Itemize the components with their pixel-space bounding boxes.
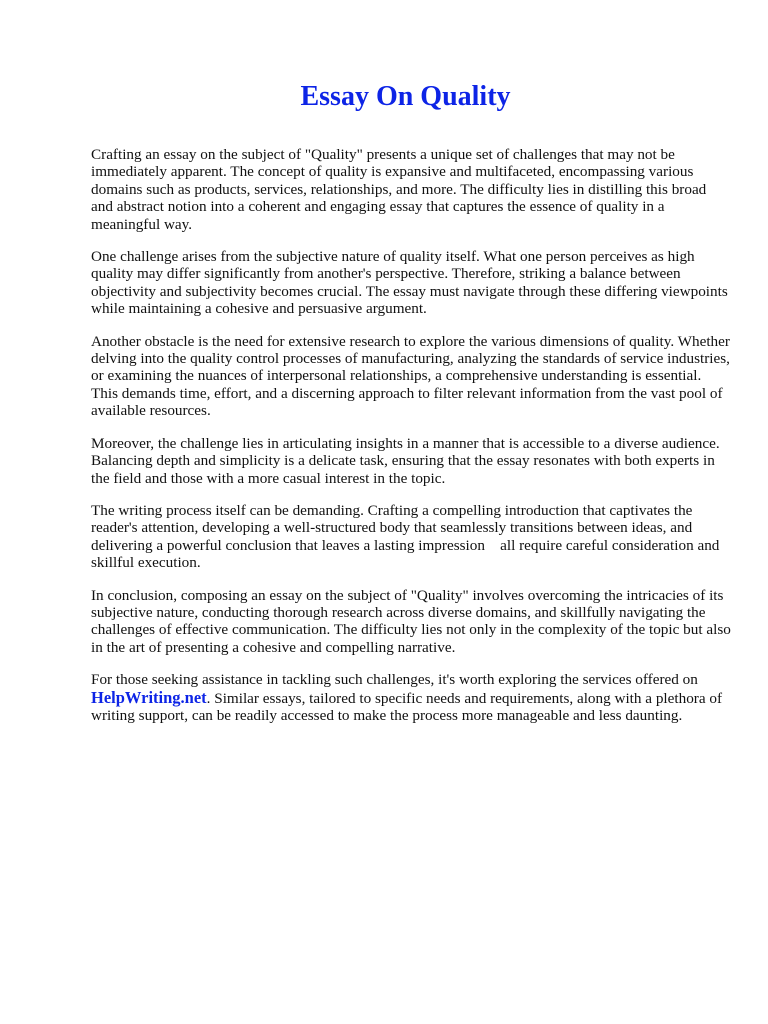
paragraph-subjectivity: One challenge arises from the subjective nature of quality itself. What one person perceives as high quality may differ significantly from another's perspective. Therefore, striking a balance between objectivity and subjectivity becomes crucial. The essay must navigate through these differing viewpoints while maintaining a cohesive and persuasive argument. [91, 248, 728, 318]
assistance-text-after-link: . Similar essays, tailored to specific needs and requirements, along with a plethora of writing support, can be readily accessed to make the process more manageable and less daunting. [91, 689, 723, 724]
helpwriting-link[interactable]: HelpWriting.net [91, 687, 207, 707]
paragraph-intro: Crafting an essay on the subject of "Quality" presents a unique set of challenges that may not be immediately apparent. The concept of quality is expansive and multifaceted, encompassing various domains such as products, services, relationships, and more. The difficulty lies in distilling this broad and abstract notion into a coherent and engaging essay that captures the essence of quality in a meaningful way. [91, 146, 707, 233]
paragraph-assistance [91, 671, 731, 724]
paragraph-research: Another obstacle is the need for extensive research to explore the various dimensions of quality. Whether delving into the quality control processes of manufacturing, analyzing the standards of service industries, or examining the nuances of interpersonal relationships, a comprehensive understanding is essential. This demands time, effort, and a discerning approach to filter relevant information from the vast pool of available resources. [91, 332, 730, 420]
document-body [91, 146, 731, 739]
document-title: Essay On Quality [300, 81, 511, 112]
paragraph-conclusion: In conclusion, composing an essay on the subject of "Quality" involves overcoming the intricacies of its subjective nature, conducting thorough research across diverse domains, and skillfully navigating the challenges of effective communication. The difficulty lies not only in the complexity of the topic but also in the art of presenting a cohesive and compelling narrative. [91, 586, 731, 656]
assistance-text-before-link: For those seeking assistance in tackling such challenges, it's worth exploring the services offered on [91, 671, 698, 689]
paragraph-writing-process: The writing process itself can be demanding. Crafting a compelling introduction that captivates the reader's attention, developing a well-structured body that seamlessly transitions between ideas, and delivering a powerful conclusion that leaves a lasting impression all require careful consideration and skillful execution. [91, 501, 720, 572]
paragraph-audience: Moreover, the challenge lies in articulating insights in a manner that is accessible to a diverse audience. Balancing depth and simplicity is a delicate task, ensuring that the essay resonates with both experts in the field and those with a more casual interest in the topic. [91, 434, 720, 487]
